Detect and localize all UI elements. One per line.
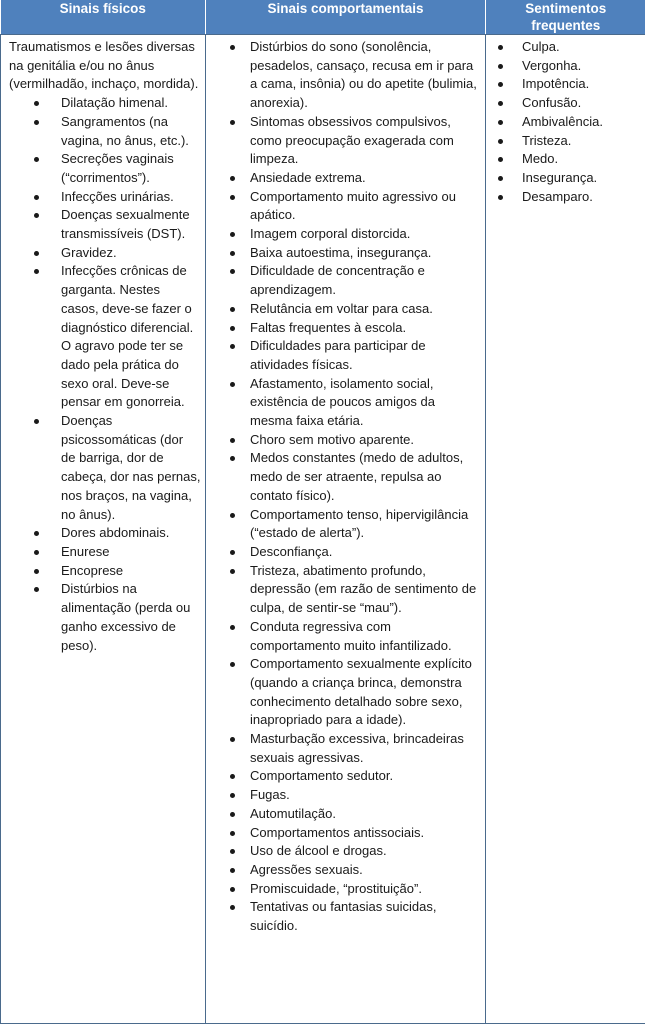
list-item: Encoprese bbox=[7, 562, 201, 581]
list-item: Gravidez. bbox=[7, 244, 201, 263]
list-item: Uso de álcool e drogas. bbox=[228, 842, 481, 861]
list-item: Sintomas obsessivos compulsivos, como preocupação exagerada com limpeza. bbox=[228, 113, 481, 169]
list-item: Medo. bbox=[492, 150, 641, 169]
list-item: Secreções vaginais (“corrimentos”). bbox=[7, 150, 201, 187]
list-item: Distúrbios do sono (sonolência, pesadelos, cansaço, recusa em ir para a cama, insônia) ou do apetite (bulimia, anorexia). bbox=[228, 38, 481, 113]
list-item: Desamparo. bbox=[492, 188, 641, 207]
list-item: Comportamento sexualmente explícito (quando a criança brinca, demonstra conhecimento detalhado sobre sexo, inapropriado para a idade). bbox=[228, 655, 481, 730]
list-item: Imagem corporal distorcida. bbox=[228, 225, 481, 244]
list-item: Tristeza. bbox=[492, 132, 641, 151]
header-feelings: Sentimentos frequentes bbox=[486, 0, 645, 35]
list-item: Faltas frequentes à escola. bbox=[228, 319, 481, 338]
list-item: Masturbação excessiva, brincadeiras sexuais agressivas. bbox=[228, 730, 481, 767]
physical-signs-cell bbox=[1, 35, 206, 1024]
list-item: Afastamento, isolamento social, existência de poucos amigos da mesma faixa etária. bbox=[228, 375, 481, 431]
list-item: Comportamento tenso, hipervigilância (“estado de alerta”). bbox=[228, 506, 481, 543]
list-item: Sangramentos (na vagina, no ânus, etc.). bbox=[7, 113, 201, 150]
list-item: Enurese bbox=[7, 543, 201, 562]
physical-intro: Traumatismos e lesões diversas na genitália e/ou no ânus (vermilhadão, inchaço, mordida). bbox=[9, 39, 199, 92]
behavioral-signs-cell bbox=[206, 35, 486, 1024]
list-item: Impotência. bbox=[492, 75, 641, 94]
list-item: Ambivalência. bbox=[492, 113, 641, 132]
list-item: Dificuldade de concentração e aprendizagem. bbox=[228, 262, 481, 299]
behavioral-list bbox=[228, 38, 481, 936]
list-item: Fugas. bbox=[228, 786, 481, 805]
header-behavioral: Sinais comportamentais bbox=[206, 0, 486, 35]
list-item: Infecções crônicas de garganta. Nestes casos, deve-se fazer o diagnóstico diferencial. O agravo pode ter se dado pela prática do sexo oral. Deve-se pensar em gonorreia. bbox=[7, 262, 201, 412]
feelings-list bbox=[492, 38, 641, 206]
list-item: Dilatação himenal. bbox=[7, 94, 201, 113]
list-item: Desconfiança. bbox=[228, 543, 481, 562]
list-item: Insegurança. bbox=[492, 169, 641, 188]
list-item: Medos constantes (medo de adultos, medo de ser atraente, repulsa ao contato físico). bbox=[228, 449, 481, 505]
list-item: Promiscuidade, “prostituição”. bbox=[228, 880, 481, 899]
physical-list bbox=[7, 94, 201, 655]
header-physical: Sinais físicos bbox=[1, 0, 206, 35]
list-item: Tentativas ou fantasias suicidas, suicídio. bbox=[228, 898, 481, 935]
header-row bbox=[1, 0, 645, 35]
list-item: Distúrbios na alimentação (perda ou ganho excessivo de peso). bbox=[7, 580, 201, 655]
list-item: Conduta regressiva com comportamento muito infantilizado. bbox=[228, 618, 481, 655]
feelings-cell bbox=[486, 35, 645, 1024]
list-item: Comportamentos antissociais. bbox=[228, 824, 481, 843]
list-item: Ansiedade extrema. bbox=[228, 169, 481, 188]
list-item: Comportamento muito agressivo ou apático. bbox=[228, 188, 481, 225]
list-item: Comportamento sedutor. bbox=[228, 767, 481, 786]
list-item: Dores abdominais. bbox=[7, 524, 201, 543]
content-row bbox=[1, 35, 645, 1024]
list-item: Choro sem motivo aparente. bbox=[228, 431, 481, 450]
list-item: Dificuldades para participar de atividades físicas. bbox=[228, 337, 481, 374]
list-item: Relutância em voltar para casa. bbox=[228, 300, 481, 319]
list-item: Doenças sexualmente transmissíveis (DST). bbox=[7, 206, 201, 243]
list-item: Doenças psicossomáticas (dor de barriga, dor de cabeça, dor nas pernas, nos braços, na vagina, no ânus). bbox=[7, 412, 201, 524]
list-item: Vergonha. bbox=[492, 57, 641, 76]
list-item: Automutilação. bbox=[228, 805, 481, 824]
list-item: Tristeza, abatimento profundo, depressão (em razão de sentimento de culpa, de sentir-se “mau”). bbox=[228, 562, 481, 618]
list-item: Agressões sexuais. bbox=[228, 861, 481, 880]
list-item: Confusão. bbox=[492, 94, 641, 113]
list-item: Infecções urinárias. bbox=[7, 188, 201, 207]
list-item: Culpa. bbox=[492, 38, 641, 57]
list-item: Baixa autoestima, insegurança. bbox=[228, 244, 481, 263]
